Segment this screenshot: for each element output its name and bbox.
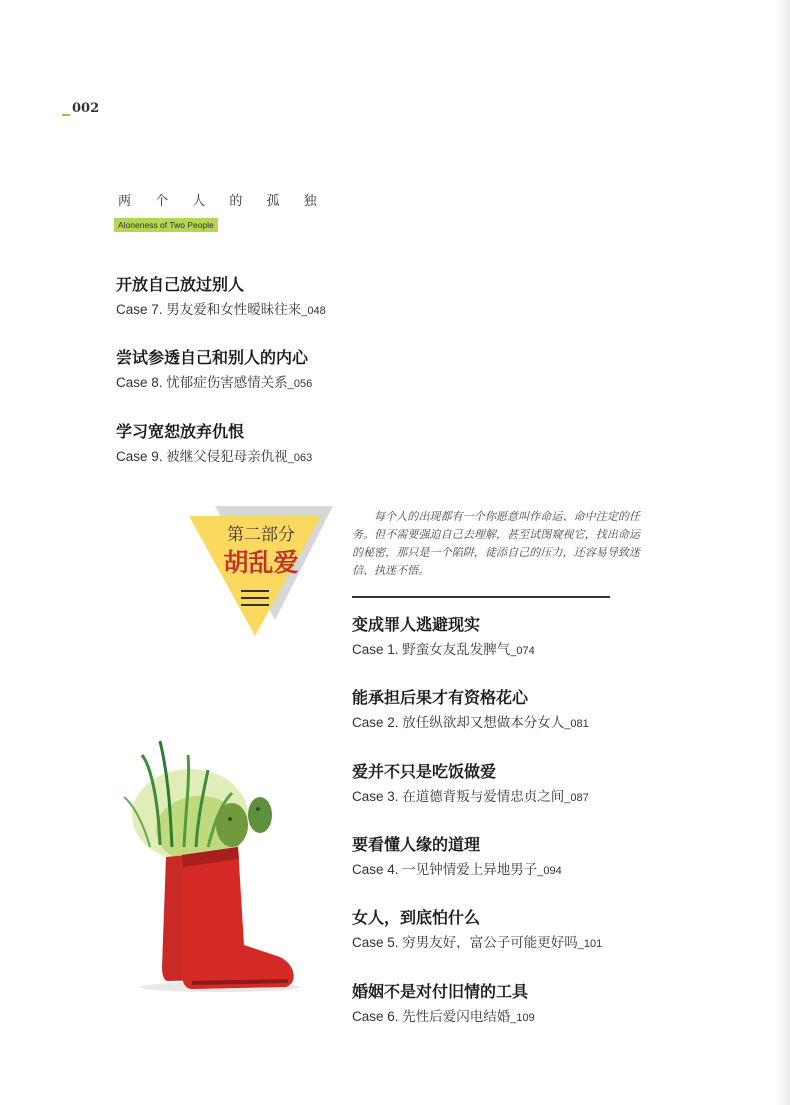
entry-case: Case 1. 野蛮女友乱发脾气_074 bbox=[352, 642, 535, 657]
toc-entry[interactable] bbox=[116, 422, 312, 467]
entry-heading: 能承担后果才有资格花心 bbox=[352, 688, 529, 707]
toc-entry[interactable] bbox=[352, 908, 602, 953]
entry-page: _109 bbox=[510, 1012, 535, 1024]
toc-entry[interactable] bbox=[352, 835, 562, 880]
entry-page: _063 bbox=[287, 452, 313, 464]
entry-case: Case 6. 先性后爱闪电结婚_109 bbox=[352, 1009, 535, 1024]
entry-case: Case 5. 穷男友好，富公子可能更好吗_101 bbox=[352, 935, 603, 950]
entry-page: _087 bbox=[564, 792, 589, 804]
entry-case: Case 2. 放任纵欲却又想做本分女人_081 bbox=[352, 715, 589, 730]
toc-entry[interactable] bbox=[352, 688, 589, 733]
entry-heading: 爱并不只是吃饭做爱 bbox=[352, 762, 497, 781]
entry-heading: 开放自己放过别人 bbox=[116, 275, 245, 294]
boots-plant-illustration bbox=[120, 735, 310, 1000]
entry-heading: 变成罪人逃避现实 bbox=[352, 615, 481, 634]
entry-page: _094 bbox=[537, 865, 562, 877]
toc-entry[interactable] bbox=[116, 348, 312, 393]
quote-divider bbox=[352, 596, 610, 598]
entry-heading: 学习宽恕放弃仇恨 bbox=[116, 422, 245, 441]
page-number-marker bbox=[62, 114, 70, 116]
entry-page: _056 bbox=[287, 378, 313, 390]
boots-plant-icon bbox=[120, 735, 310, 1000]
entry-page: _101 bbox=[577, 938, 603, 950]
entry-case: Case 7. 男友爱和女性暧昧往来_048 bbox=[116, 302, 326, 317]
toc-entry[interactable] bbox=[352, 615, 535, 660]
part-quote: 每个人的出现都有一个你愿意叫作命运、命中注定的任务。但不需要强迫自己去理解，甚至试图窥视它，找出命运的秘密，那只是一个陷阱，徒添自己的压力，还容易导致迷信、执迷不悟。 bbox=[352, 510, 640, 577]
entry-heading: 尝试参透自己和别人的内心 bbox=[116, 348, 309, 367]
entry-heading: 要看懂人缘的道理 bbox=[352, 835, 481, 854]
section-title: 两 个 人 的 孤 独 bbox=[118, 194, 327, 209]
entry-page: _048 bbox=[301, 305, 326, 317]
part-label: 第二部分 bbox=[227, 525, 295, 545]
entry-case: Case 3. 在道德背叛与爱情忠贞之间_087 bbox=[352, 789, 589, 804]
entry-heading: 女人，到底怕什么 bbox=[352, 908, 481, 927]
entry-case: Case 4. 一见钟情爱上异地男子_094 bbox=[352, 862, 562, 877]
toc-entry[interactable] bbox=[116, 275, 326, 320]
page-edge-shadow bbox=[776, 0, 790, 1105]
entry-page: _081 bbox=[564, 718, 589, 730]
part-title: 胡乱爱 bbox=[223, 548, 299, 577]
entry-case: Case 8. 忧郁症伤害感情关系_056 bbox=[116, 375, 313, 390]
toc-entry[interactable] bbox=[352, 762, 589, 807]
entry-heading: 婚姻不是对付旧情的工具 bbox=[352, 982, 529, 1001]
page-number: 002 bbox=[62, 101, 99, 116]
toc-entry[interactable] bbox=[352, 982, 535, 1027]
section-subtitle: Aloneness of Two People bbox=[114, 218, 218, 232]
entry-page: _074 bbox=[510, 645, 535, 657]
entry-case: Case 9. 被继父侵犯母亲仇视_063 bbox=[116, 449, 313, 464]
part-badge bbox=[185, 492, 345, 642]
